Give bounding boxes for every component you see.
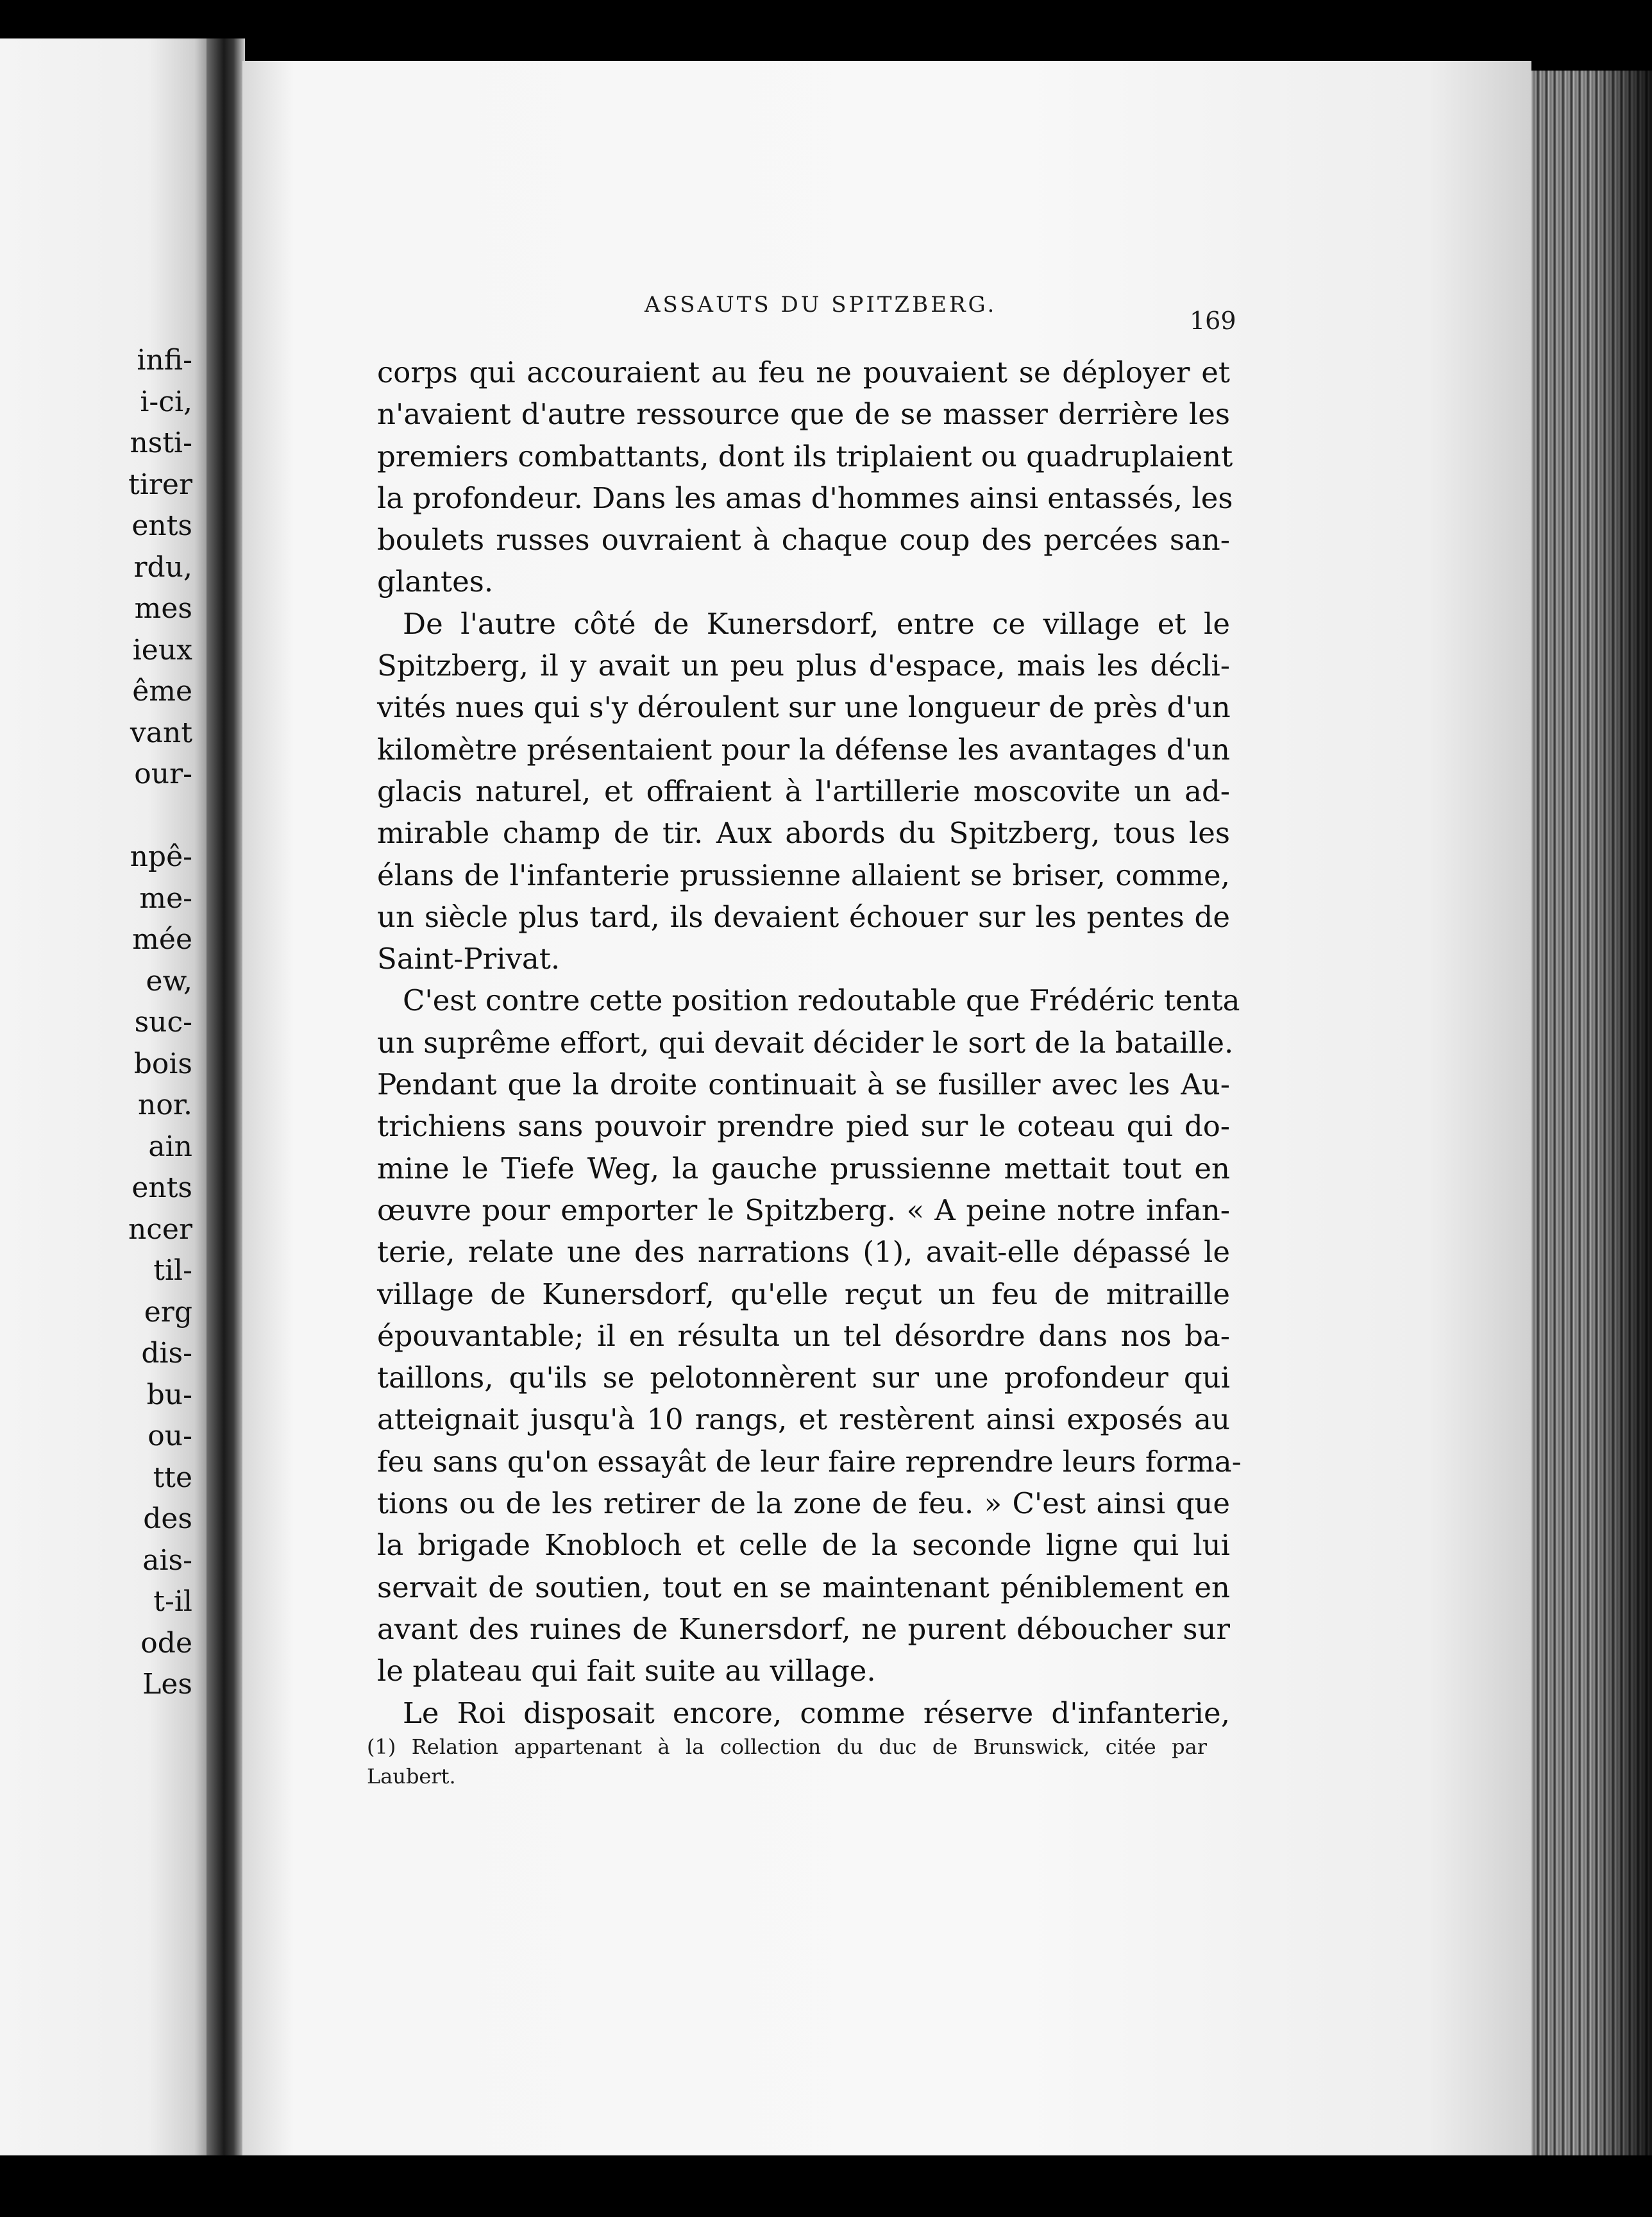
left-line: erg <box>144 1295 192 1329</box>
text-line: feu sans qu'on essayât de leur faire reprendre leurs forma- <box>377 1444 1242 1479</box>
text-line: Spitzberg, il y avait un peu plus d'espace, mais les décli- <box>377 649 1230 683</box>
text-line: la brigade Knobloch et celle de la seconde ligne qui lui <box>377 1528 1230 1563</box>
text-line: un siècle plus tard, ils devaient échouer sur les pentes de <box>377 899 1230 934</box>
left-line: vant <box>130 716 192 749</box>
text-line: C'est contre cette position redoutable que Frédéric tenta <box>403 983 1240 1018</box>
left-line: mée <box>132 923 192 956</box>
left-line: bu- <box>146 1378 192 1411</box>
footnote <box>367 1732 1207 1791</box>
text-line: avant des ruines de Kunersdorf, ne purent déboucher sur <box>377 1611 1230 1646</box>
left-line: ieux <box>132 633 192 667</box>
left-line: ents <box>131 509 192 542</box>
text-line: élans de l'infanterie prussienne allaient se briser, comme, <box>377 858 1230 892</box>
text-line: mine le Tiefe Weg, la gauche prussienne mettait tout en <box>377 1151 1230 1185</box>
text-line: œuvre pour emporter le Spitzberg. « A peine notre infan- <box>377 1193 1230 1227</box>
footnote-line: (1) Relation appartenant à la collection du duc de Brunswick, citée par <box>367 1735 1207 1759</box>
text-line: Le Roi disposait encore, comme réserve d'infanterie, <box>403 1695 1230 1730</box>
left-line: des <box>143 1502 192 1535</box>
left-facing-page <box>0 38 212 2155</box>
text-line: De l'autre côté de Kunersdorf, entre ce village et le <box>403 606 1230 641</box>
text-line: n'avaient d'autre ressource que de se masser derrière les <box>377 397 1230 432</box>
text-line: Saint-Privat. <box>377 942 560 976</box>
page-edges-shadow <box>1590 71 1652 2155</box>
left-line: ême <box>132 675 192 708</box>
text-line: atteignait jusqu'à 10 rangs, et restèrent ainsi exposés au <box>377 1402 1230 1437</box>
text-line: kilomètre présentaient pour la défense les avantages d'un <box>377 732 1230 767</box>
left-line: ew, <box>146 964 192 998</box>
text-line: vités nues qui s'y déroulent sur une longueur de près d'un <box>377 690 1231 725</box>
text-line: taillons, qu'ils se pelotonnèrent sur une profondeur qui <box>377 1361 1230 1395</box>
text-line: glantes. <box>377 565 494 599</box>
left-line: ou- <box>148 1420 192 1452</box>
left-line: til- <box>153 1254 192 1287</box>
text-line: terie, relate une des narrations (1), avait-elle dépassé le <box>377 1235 1230 1270</box>
left-line: bois <box>133 1047 192 1080</box>
left-line: ais- <box>142 1543 192 1577</box>
left-line: dis- <box>141 1337 192 1370</box>
text-line: un suprême effort, qui devait décider le sort de la bataille. <box>377 1025 1234 1060</box>
text-line: glacis naturel, et offraient à l'artillerie moscovite un ad- <box>377 774 1230 808</box>
left-line: Les <box>142 1668 192 1701</box>
text-line: premiers combattants, dont ils triplaient ou quadruplaient <box>377 439 1233 473</box>
left-line: i-ci, <box>140 385 192 418</box>
left-line: me- <box>139 881 192 915</box>
left-line: infi- <box>137 344 192 377</box>
left-line: nsti- <box>130 427 192 459</box>
text-line: tions ou de les retirer de la zone de feu. » C'est ainsi que <box>377 1486 1230 1521</box>
left-line: our- <box>134 758 192 790</box>
left-line: ncer <box>128 1212 192 1246</box>
text-line: servait de soutien, tout en se maintenant péniblement en <box>377 1570 1230 1604</box>
text-line: boulets russes ouvraient à chaque coup des percées san- <box>377 523 1230 557</box>
left-line: tte <box>153 1461 192 1494</box>
left-line: ode <box>140 1626 192 1660</box>
body-text <box>377 352 1242 1734</box>
text-line: épouvantable; il en résulta un tel désordre dans nos ba- <box>377 1318 1230 1353</box>
text-line: mirable champ de tir. Aux abords du Spitzberg, tous les <box>377 816 1230 851</box>
left-line: t-il <box>153 1585 192 1618</box>
left-line: mes <box>134 592 192 625</box>
running-head: ASSAUTS DU SPITZBERG. <box>645 292 997 318</box>
text-line: Pendant que la droite continuait à se fusiller avec les Au- <box>377 1067 1230 1102</box>
left-line: ents <box>131 1171 192 1204</box>
page-number: 169 <box>1190 307 1236 335</box>
text-line: village de Kunersdorf, qu'elle reçut un feu de mitraille <box>377 1277 1230 1311</box>
left-line: ain <box>148 1130 192 1163</box>
book-gutter <box>206 38 245 2155</box>
left-line: npê- <box>130 840 192 873</box>
text-line: corps qui accouraient au feu ne pouvaient se déployer et <box>377 355 1230 389</box>
left-line: rdu, <box>133 550 192 584</box>
left-line: suc- <box>134 1006 192 1039</box>
footnote-line: Laubert. <box>367 1764 456 1788</box>
text-line: trichiens sans pouvoir prendre pied sur le coteau qui do- <box>377 1109 1230 1144</box>
left-line: nor. <box>137 1089 192 1121</box>
text-line: la profondeur. Dans les amas d'hommes ainsi entassés, les <box>377 480 1233 515</box>
left-line: tirer <box>128 468 192 501</box>
left-line <box>0 795 192 837</box>
left-page-text <box>0 340 192 1706</box>
text-line: le plateau qui fait suite au village. <box>377 1654 876 1688</box>
